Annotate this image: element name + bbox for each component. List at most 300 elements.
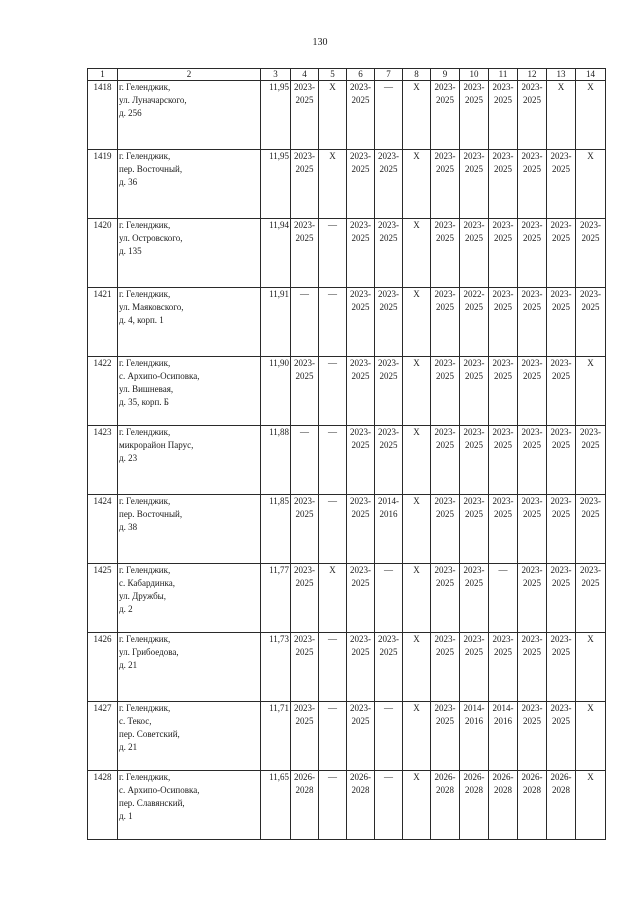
period-cell (547, 81, 576, 150)
period-line: 2023- (350, 220, 371, 230)
period-line: 2023- (463, 358, 485, 368)
period-line: X (557, 82, 565, 92)
period-line: 2023- (580, 496, 601, 506)
period-line: 2025 (295, 716, 314, 726)
address-line: д. 256 (119, 108, 142, 118)
address-line: ул. Вишневая, (119, 384, 174, 394)
period-line: X (413, 151, 420, 161)
address-line: д. 21 (119, 742, 138, 752)
period-line: 2025 (552, 647, 570, 657)
row-number: 1423 (88, 426, 118, 495)
period-line: 2023- (350, 634, 371, 644)
period-cell (375, 357, 403, 426)
period-line: 2023- (521, 289, 543, 299)
period-cell (460, 219, 489, 288)
period-line: X (587, 358, 594, 368)
period-line: X (587, 82, 594, 92)
address-line: д. 23 (119, 453, 138, 463)
row-number: 1428 (88, 771, 118, 840)
period-line: 2025 (379, 647, 398, 657)
column-number: 14 (576, 69, 606, 81)
period-line: 2025 (351, 233, 370, 243)
period-line: 2023- (492, 151, 514, 161)
column-number: 1 (88, 69, 118, 81)
period-line: 2023- (550, 220, 572, 230)
period-line: 2023- (550, 565, 572, 575)
period-cell (291, 150, 319, 219)
value-cell: 11,95 (261, 81, 291, 150)
period-line: 2025 (351, 371, 370, 381)
table-row (88, 771, 606, 840)
period-cell (547, 219, 576, 288)
period-cell (431, 564, 460, 633)
register-table (87, 68, 606, 840)
period-cell (291, 495, 319, 564)
period-line: X (413, 289, 420, 299)
period-cell (460, 702, 489, 771)
address-cell (118, 702, 261, 771)
period-line: 2025 (523, 302, 541, 312)
period-line: 2023- (294, 703, 315, 713)
period-cell (547, 288, 576, 357)
period-cell (547, 702, 576, 771)
period-line: 2023- (378, 151, 399, 161)
period-cell (576, 426, 606, 495)
period-line: X (587, 151, 594, 161)
address-line: с. Кабардинка, (119, 578, 176, 588)
period-line: X (329, 82, 336, 92)
period-cell (576, 219, 606, 288)
period-cell (375, 702, 403, 771)
period-line: 2023- (434, 358, 456, 368)
period-cell (431, 426, 460, 495)
period-line: 2025 (465, 164, 483, 174)
address-cell (118, 357, 261, 426)
period-line: 2025 (494, 509, 512, 519)
address-cell (118, 426, 261, 495)
period-line: 2023- (463, 220, 485, 230)
period-line: 2022- (463, 289, 485, 299)
period-line: 2026- (550, 772, 572, 782)
period-line: 2025 (379, 302, 398, 312)
period-line: 2023- (492, 358, 514, 368)
page-number: 130 (312, 37, 328, 48)
period-cell (347, 426, 375, 495)
period-line: 2023- (492, 289, 514, 299)
period-cell (291, 219, 319, 288)
period-line: 2025 (351, 647, 370, 657)
period-line: 2025 (581, 578, 600, 588)
address-cell (118, 219, 261, 288)
period-line: 2023- (550, 358, 572, 368)
period-cell (319, 702, 347, 771)
period-line: — (384, 82, 393, 92)
period-cell (518, 288, 547, 357)
period-line: 2023- (294, 496, 315, 506)
period-cell (547, 357, 576, 426)
period-cell (375, 426, 403, 495)
period-line: 2025 (465, 578, 483, 588)
row-number: 1426 (88, 633, 118, 702)
period-cell (375, 219, 403, 288)
row-number: 1420 (88, 219, 118, 288)
period-line: 2023- (550, 634, 572, 644)
period-line: 2025 (552, 440, 570, 450)
period-cell (547, 426, 576, 495)
period-cell (431, 357, 460, 426)
address-line: д. 38 (119, 522, 138, 532)
address-line: г. Геленджик, (119, 703, 171, 713)
period-cell (375, 771, 403, 840)
period-line: 2016 (379, 509, 398, 519)
period-line: X (413, 427, 420, 437)
period-line: 2023- (550, 496, 572, 506)
period-line: 2025 (436, 440, 454, 450)
period-line: 2025 (351, 164, 370, 174)
period-line: 2023- (434, 82, 456, 92)
period-line: 2025 (523, 95, 541, 105)
address-line: ул. Луначарского, (119, 95, 187, 105)
period-cell (576, 564, 606, 633)
period-line: 2023- (350, 151, 371, 161)
period-line: 2023- (463, 634, 485, 644)
column-number: 3 (261, 69, 291, 81)
period-cell (518, 150, 547, 219)
address-line: пер. Советский, (119, 729, 180, 739)
period-line: 2025 (552, 164, 570, 174)
address-line: д. 21 (119, 660, 138, 670)
period-line: — (384, 565, 393, 575)
address-line: пер. Восточный, (119, 164, 183, 174)
period-line: 2025 (295, 578, 314, 588)
period-cell (518, 564, 547, 633)
table-row (88, 288, 606, 357)
period-cell (347, 633, 375, 702)
period-cell (403, 288, 431, 357)
period-cell (518, 219, 547, 288)
period-cell (431, 288, 460, 357)
period-cell (403, 771, 431, 840)
period-cell (489, 495, 518, 564)
period-cell (518, 495, 547, 564)
period-cell (319, 426, 347, 495)
period-line: X (413, 772, 420, 782)
period-line: 2025 (465, 233, 483, 243)
column-number: 10 (460, 69, 489, 81)
period-line: 2016 (494, 716, 512, 726)
period-line: 2025 (523, 647, 541, 657)
period-line: 2025 (379, 371, 398, 381)
period-cell (291, 771, 319, 840)
period-cell (291, 426, 319, 495)
column-number: 8 (403, 69, 431, 81)
period-cell (576, 702, 606, 771)
period-line: X (413, 703, 420, 713)
period-line: 2023- (463, 82, 485, 92)
period-cell (489, 150, 518, 219)
period-cell (375, 288, 403, 357)
period-line: 2025 (465, 647, 483, 657)
period-line: 2025 (436, 509, 454, 519)
row-number: 1418 (88, 81, 118, 150)
period-line: 2023- (580, 565, 601, 575)
column-number: 12 (518, 69, 547, 81)
period-cell (489, 633, 518, 702)
period-cell (291, 564, 319, 633)
period-line: 2025 (523, 716, 541, 726)
address-line: ул. Маяковского, (119, 302, 184, 312)
period-line: 2023- (350, 496, 371, 506)
period-cell (347, 495, 375, 564)
address-cell (118, 633, 261, 702)
period-cell (291, 633, 319, 702)
period-line: 2025 (494, 647, 512, 657)
period-line: 2026- (492, 772, 514, 782)
value-cell: 11,90 (261, 357, 291, 426)
row-number: 1427 (88, 702, 118, 771)
period-line: 2025 (552, 371, 570, 381)
column-number: 13 (547, 69, 576, 81)
period-line: 2025 (494, 371, 512, 381)
period-line: — (328, 496, 337, 506)
value-cell: 11,94 (261, 219, 291, 288)
period-line: 2025 (494, 233, 512, 243)
period-line: 2025 (465, 440, 483, 450)
period-cell (403, 495, 431, 564)
period-line: — (328, 634, 337, 644)
period-line: X (413, 220, 420, 230)
period-line: 2023- (492, 427, 514, 437)
period-line: 2023- (521, 358, 543, 368)
period-cell (375, 633, 403, 702)
period-cell (403, 357, 431, 426)
column-number: 6 (347, 69, 375, 81)
period-line: — (328, 427, 337, 437)
period-line: — (300, 427, 309, 437)
row-number: 1425 (88, 564, 118, 633)
period-line: 2023- (434, 496, 456, 506)
period-line: X (413, 82, 420, 92)
table-row (88, 633, 606, 702)
period-line: 2023- (463, 565, 485, 575)
period-cell (489, 81, 518, 150)
period-line: 2025 (295, 95, 314, 105)
period-line: X (413, 358, 420, 368)
period-line: 2025 (523, 440, 541, 450)
period-cell (347, 81, 375, 150)
period-line: 2023- (294, 565, 315, 575)
period-cell (291, 81, 319, 150)
address-line: г. Геленджик, (119, 289, 171, 299)
period-cell (460, 564, 489, 633)
period-line: 2023- (521, 634, 543, 644)
period-cell (375, 150, 403, 219)
period-cell (319, 495, 347, 564)
period-line: 2025 (379, 164, 398, 174)
period-line: 2023- (294, 220, 315, 230)
period-line: 2023- (550, 289, 572, 299)
period-line: 2026- (521, 772, 543, 782)
period-line: 2025 (295, 509, 314, 519)
period-line: 2026- (463, 772, 485, 782)
period-line: 2025 (351, 578, 370, 588)
period-cell (319, 564, 347, 633)
period-line: 2028 (436, 785, 454, 795)
period-line: 2025 (351, 440, 370, 450)
period-line: 2025 (581, 509, 600, 519)
period-line: X (413, 496, 420, 506)
period-line: 2025 (295, 233, 314, 243)
period-cell (460, 771, 489, 840)
period-line: 2025 (523, 371, 541, 381)
period-line: 2023- (521, 565, 543, 575)
period-line: 2023- (580, 427, 601, 437)
period-cell (319, 771, 347, 840)
value-cell: 11,85 (261, 495, 291, 564)
period-line: — (328, 289, 337, 299)
period-line: 2023- (434, 289, 456, 299)
period-cell (347, 288, 375, 357)
period-line: 2023- (521, 82, 543, 92)
period-line: 2023- (294, 82, 315, 92)
period-line: 2023- (378, 427, 399, 437)
period-cell (347, 357, 375, 426)
period-line: 2025 (351, 716, 370, 726)
address-line: д. 36 (119, 177, 138, 187)
period-line: 2023- (492, 634, 514, 644)
period-line: 2023- (550, 151, 572, 161)
period-line: 2025 (552, 716, 570, 726)
period-line: 2025 (552, 302, 570, 312)
period-line: 2025 (494, 302, 512, 312)
value-cell: 11,88 (261, 426, 291, 495)
period-line: 2023- (463, 427, 485, 437)
period-line: — (328, 358, 337, 368)
period-line: 2028 (552, 785, 570, 795)
period-cell (375, 564, 403, 633)
period-line: 2023- (463, 151, 485, 161)
period-line: 2025 (436, 302, 454, 312)
address-line: д. 1 (119, 811, 133, 821)
period-line: 2023- (350, 358, 371, 368)
period-line: 2025 (379, 233, 398, 243)
column-number: 5 (319, 69, 347, 81)
table-row (88, 426, 606, 495)
address-cell (118, 564, 261, 633)
period-line: 2025 (494, 95, 512, 105)
period-cell (576, 81, 606, 150)
period-line: 2025 (494, 164, 512, 174)
address-line: ул. Дружбы, (119, 591, 166, 601)
period-line: 2025 (523, 233, 541, 243)
period-cell (319, 219, 347, 288)
period-cell (347, 702, 375, 771)
period-line: 2023- (550, 703, 572, 713)
period-line: 2025 (436, 233, 454, 243)
period-line: 2028 (351, 785, 370, 795)
period-cell (576, 357, 606, 426)
address-line: с. Архипо-Осиповка, (119, 785, 200, 795)
column-number-row (88, 69, 606, 81)
period-cell (547, 495, 576, 564)
period-line: 2025 (552, 233, 570, 243)
period-cell (431, 150, 460, 219)
period-cell (403, 633, 431, 702)
period-cell (576, 150, 606, 219)
period-cell (291, 288, 319, 357)
address-cell (118, 288, 261, 357)
period-line: X (587, 772, 594, 782)
period-line: 2025 (523, 578, 541, 588)
value-cell: 11,71 (261, 702, 291, 771)
address-line: микрорайон Парус, (119, 440, 194, 450)
address-line: г. Геленджик, (119, 358, 171, 368)
period-line: 2023- (434, 565, 456, 575)
period-line: — (328, 703, 337, 713)
period-line: 2025 (436, 95, 454, 105)
value-cell: 11,91 (261, 288, 291, 357)
period-cell (576, 771, 606, 840)
period-cell (431, 633, 460, 702)
row-number: 1422 (88, 357, 118, 426)
period-cell (489, 288, 518, 357)
period-cell (576, 288, 606, 357)
period-line: 2023- (294, 151, 315, 161)
period-line: X (329, 151, 336, 161)
period-line: 2025 (465, 302, 483, 312)
period-line: 2025 (552, 578, 570, 588)
period-line: 2025 (581, 302, 600, 312)
period-cell (460, 426, 489, 495)
period-line: 2025 (552, 509, 570, 519)
period-line: 2023- (350, 427, 371, 437)
period-cell (518, 426, 547, 495)
period-cell (489, 702, 518, 771)
table-row (88, 219, 606, 288)
period-line: 2023- (294, 634, 315, 644)
period-line: 2025 (523, 509, 541, 519)
period-cell (489, 771, 518, 840)
address-line: д. 135 (119, 246, 142, 256)
period-line: 2023- (550, 427, 572, 437)
period-cell (431, 771, 460, 840)
period-cell (460, 150, 489, 219)
address-line: ул. Грибоедова, (119, 647, 179, 657)
period-cell (547, 633, 576, 702)
period-cell (319, 357, 347, 426)
period-cell (460, 633, 489, 702)
period-line: 2023- (521, 496, 543, 506)
period-line: — (328, 772, 337, 782)
period-line: 2025 (465, 371, 483, 381)
period-line: 2025 (494, 440, 512, 450)
period-cell (431, 495, 460, 564)
period-cell (403, 150, 431, 219)
period-line: 2023- (294, 358, 315, 368)
period-cell (291, 357, 319, 426)
address-line: с. Текос, (119, 716, 152, 726)
period-cell (291, 702, 319, 771)
period-line: 2023- (350, 82, 371, 92)
period-line: X (413, 634, 420, 644)
period-cell (375, 81, 403, 150)
period-line: 2025 (351, 302, 370, 312)
table-row (88, 357, 606, 426)
period-cell (518, 702, 547, 771)
period-cell (576, 633, 606, 702)
period-cell (431, 81, 460, 150)
period-line: 2023- (492, 82, 514, 92)
